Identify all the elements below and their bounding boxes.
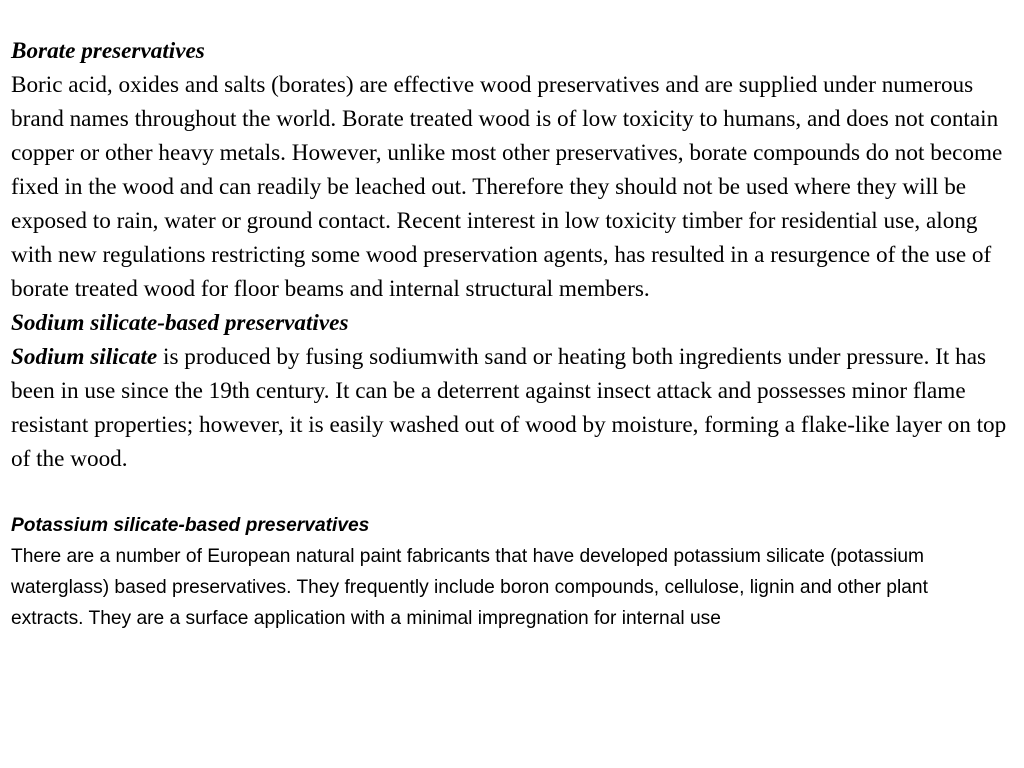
sodium-lead-term: Sodium silicate — [11, 344, 158, 370]
potassium-section — [11, 510, 971, 634]
slide-content — [11, 34, 1016, 634]
potassium-heading: Potassium silicate-based preservatives — [11, 515, 370, 536]
serif-section — [11, 34, 1016, 476]
sodium-heading: Sodium silicate-based preservatives — [11, 310, 349, 336]
section-spacer — [11, 476, 1016, 510]
sodium-paragraph — [11, 340, 1016, 476]
potassium-paragraph: There are a number of European natural paint fabricants that have developed potassium silicate (potassium waterglass) based preservatives. They frequently include boron compounds, cellulose, lignin and other plant extracts. They are a surface application with a minimal impregnation for internal use — [11, 546, 928, 629]
sodium-body-text: is produced by fusing sodiumwith sand or heating both ingredients under pressure. It has been in use since the 19th century. It can be a deterrent against insect attack and possesses minor flame resistant properties; however, it is easily washed out of wood by moisture, forming a flake-like layer on top of the wood. — [11, 344, 1007, 472]
borate-heading: Borate preservatives — [11, 38, 205, 64]
borate-paragraph: Boric acid, oxides and salts (borates) are effective wood preservatives and are supplied under numerous brand names throughout the world. Borate treated wood is of low toxicity to humans, and does not contain copper or other heavy metals. However, unlike most other preservatives, borate compounds do not become fixed in the wood and can readily be leached out. Therefore they should not be used where they will be exposed to rain, water or ground contact. Recent interest in low toxicity timber for residential use, along with new regulations restricting some wood preservation agents, has resulted in a resurgence of the use of borate treated wood for floor beams and internal structural members. — [11, 72, 1003, 302]
